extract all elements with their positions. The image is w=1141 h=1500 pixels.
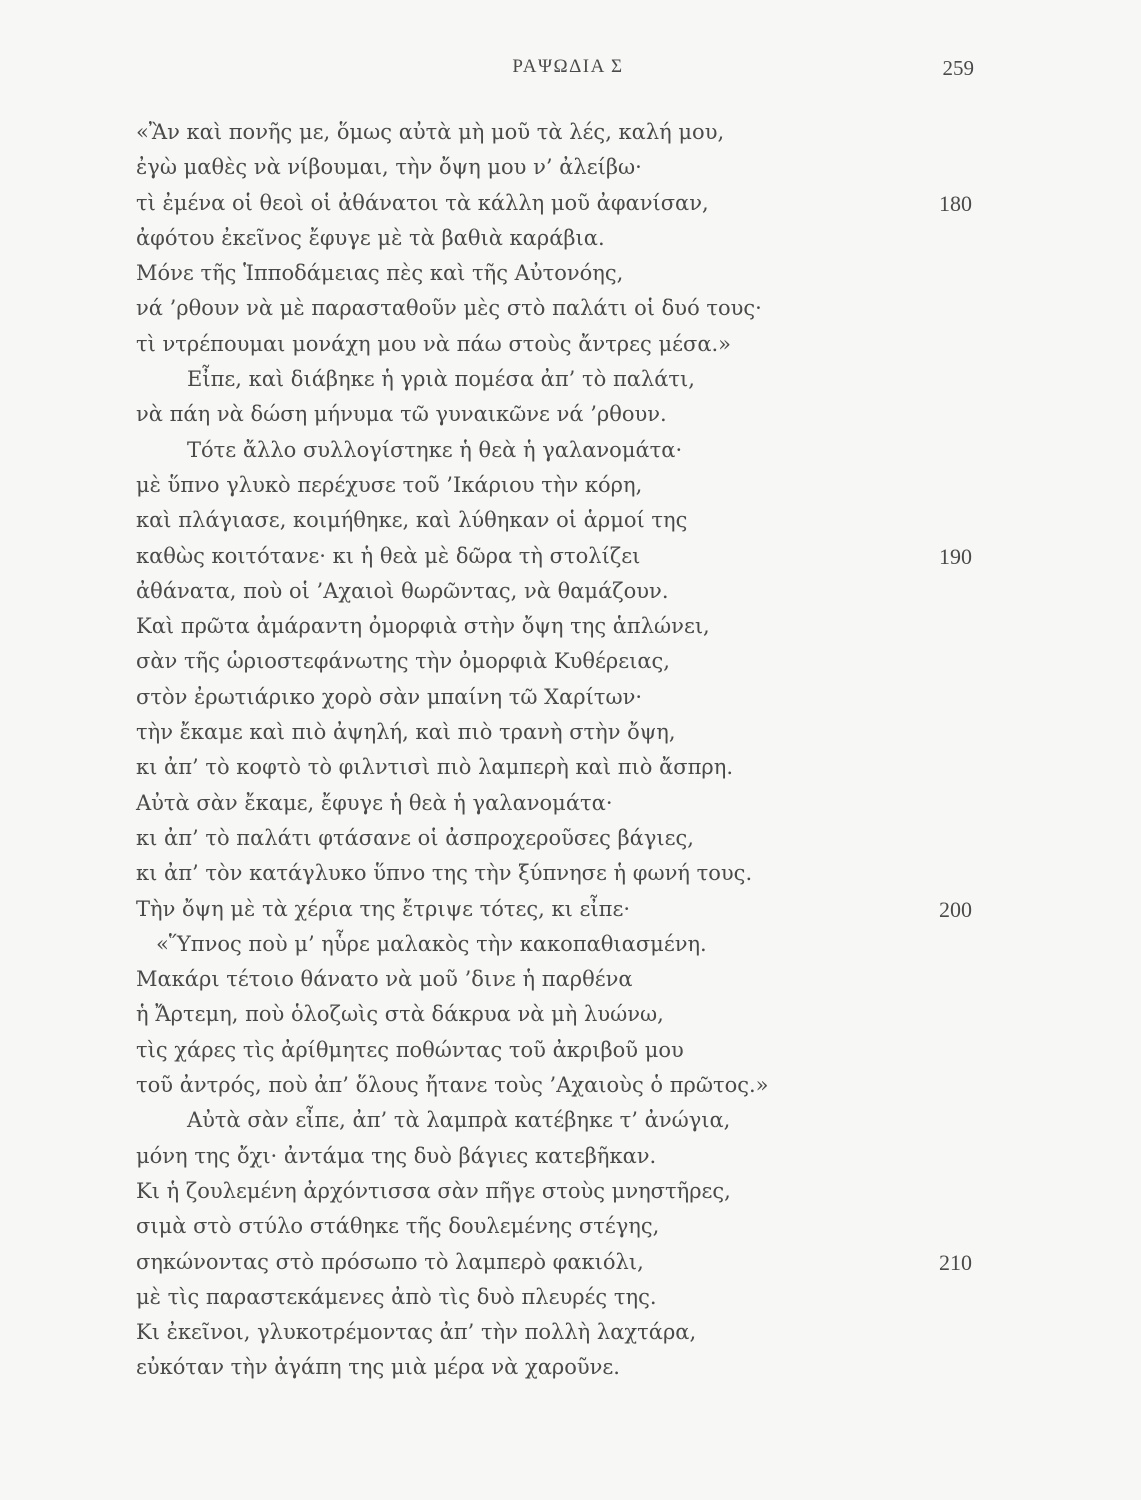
line-number: 180 [939,190,972,216]
verse-line [0,362,1141,397]
verse-text: μὲ τὶς παραστεκάμενες ἀπὸ τὶς δυὸ πλευρές της. [136,1284,657,1309]
verse-text: Αὐτὰ σὰν εἶπε, ἀπ’ τὰ λαμπρὰ κατέβηκε τ’ ἀνώγια, [187,1108,731,1133]
verse-line [0,1245,1141,1280]
verse-line [0,503,1141,538]
verse-text: κι ἀπ’ τὸν κατάγλυκο ὕπνο της τὴν ξύπνησε ἡ φωνή τους. [136,861,753,886]
verse-line [0,327,1141,362]
verse-text: καθὼς κοιτότανε· κι ἡ θεὰ μὲ δῶρα τὴ στολίζει [136,543,641,568]
verse-line [0,468,1141,503]
verse-text: μὲ ὕπνο γλυκὸ περέχυσε τοῦ ’Ικάριου τὴν κόρη, [136,472,643,497]
verse-line [0,186,1141,221]
verse-text: τὴν ἔκαμε καὶ πιὸ ἀψηλή, καὶ πιὸ τρανὴ στὴν ὄψη, [136,720,676,745]
verse-line [0,927,1141,962]
verse-line [0,1209,1141,1244]
verse-line [0,1280,1141,1315]
verse-text: ἡ Ἄρτεμη, ποὺ ὁλοζωὶς στὰ δάκρυα νὰ μὴ λυώνω, [136,1002,664,1027]
verse-text: ἀφότου ἐκεῖνος ἔφυγε μὲ τὰ βαθιὰ καράβια. [136,225,605,250]
verse-text: Καὶ πρῶτα ἀμάραντη ὀμορφιὰ στὴν ὄψη της ἁπλώνει, [136,614,710,639]
verse-line [0,1139,1141,1174]
verse-text: Μακάρι τέτοιο θάνατο νὰ μοῦ ’δινε ἡ παρθένα [136,967,633,992]
verse-text: «Ὕπνος ποὺ μ’ ηὗρε μαλακὸς τὴν κακοπαθιασμένη. [156,931,707,956]
verse-text: Κι ἡ ζουλεμένη ἀρχόντισσα σὰν πῆγε στοὺς μνηστῆρες, [136,1178,731,1203]
verse-line [0,1103,1141,1138]
verse-line [0,892,1141,927]
verse-text: στὸν ἐρωτιάρικο χορὸ σὰν μπαίνη τῶ Χαρίτων· [136,684,643,709]
verse-text: ἀθάνατα, ποὺ οἱ ’Αχαιοὶ θωρῶντας, νὰ θαμάζουν. [136,578,669,603]
verse-line [0,680,1141,715]
verse-line [0,856,1141,891]
verse-line [0,1350,1141,1385]
verse-text: καὶ πλάγιασε, κοιμήθηκε, καὶ λύθηκαν οἱ ἁρμοί της [136,508,688,533]
verse-text: μόνη της ὄχι· ἀντάμα της δυὸ βάγιες κατεβῆκαν. [136,1143,657,1168]
verse-line [0,644,1141,679]
verse-line [0,150,1141,185]
verse-line [0,397,1141,432]
verse-line [0,821,1141,856]
verse-text: Κι ἐκεῖνοι, γλυκοτρέμοντας ἀπ’ τὴν πολλὴ λαχτάρα, [136,1320,697,1345]
verse-line [0,433,1141,468]
verse-text: σιμὰ στὸ στύλο στάθηκε τῆς δουλεμένης στέγης, [136,1214,660,1239]
verse-text: τὶ ἐμένα οἱ θεοὶ οἱ ἀθάνατοι τὰ κάλλη μοῦ ἀφανίσαν, [136,190,709,215]
verse-block [0,115,1141,1386]
verse-text: σὰν τῆς ὡριοστεφάνωτης τὴν ὀμορφιὰ Κυθέρειας, [136,649,670,674]
verse-line [0,1033,1141,1068]
verse-line [0,997,1141,1032]
line-number: 210 [939,1249,972,1275]
verse-line [0,786,1141,821]
verse-text: νά ’ρθουν νὰ μὲ παρασταθοῦν μὲς στὸ παλάτι οἱ δυό τους· [136,296,762,321]
verse-text: εὐκόταν τὴν ἀγάπη της μιὰ μέρα νὰ χαροῦνε. [136,1355,620,1380]
verse-text: Τὴν ὄψη μὲ τὰ χέρια της ἔτριψε τότες, κι εἶπε· [136,896,631,921]
verse-line [0,962,1141,997]
verse-text: νὰ πάη νὰ δώση μήνυμα τῶ γυναικῶνε νά ’ρθουν. [136,402,667,427]
verse-line [0,1174,1141,1209]
line-number: 200 [939,896,972,922]
running-title: ΡΑΨΩΔΙΑ Σ [512,56,624,77]
verse-line [0,1068,1141,1103]
verse-line [0,115,1141,150]
verse-line [0,609,1141,644]
verse-line [0,291,1141,326]
verse-line [0,221,1141,256]
verse-text: Εἶπε, καὶ διάβηκε ἡ γριὰ πομέσα ἀπ’ τὸ παλάτι, [187,367,695,392]
verse-text: κι ἀπ’ τὸ κοφτὸ τὸ φιλντισὶ πιὸ λαμπερὴ καὶ πιὸ ἄσπρη. [136,755,734,780]
verse-line [0,715,1141,750]
verse-text: τοῦ ἀντρός, ποὺ ἀπ’ ὅλους ἤτανε τοὺς ’Αχαιοὺς ὁ πρῶτος.» [136,1073,769,1098]
verse-text: Μόνε τῆς Ἱπποδάμειας πὲς καὶ τῆς Αὐτονόης, [136,261,624,286]
verse-line [0,539,1141,574]
verse-text: Αὐτὰ σὰν ἔκαμε, ἔφυγε ἡ θεὰ ἡ γαλανομάτα· [136,790,613,815]
verse-line [0,750,1141,785]
verse-text: τὶς χάρες τὶς ἀρίθμητες ποθώντας τοῦ ἀκριβοῦ μου [136,1037,684,1062]
line-number: 190 [939,543,972,569]
page-number: 259 [942,56,974,80]
verse-text: σηκώνοντας στὸ πρόσωπο τὸ λαμπερὸ φακιόλι, [136,1249,644,1274]
verse-text: ἐγὼ μαθὲς νὰ νίβουμαι, τὴν ὄψη μου ν’ ἀλείβω· [136,155,642,180]
verse-text: «Ἂν καὶ πονῆς με, ὅμως αὐτὰ μὴ μοῦ τὰ λές, καλή μου, [136,120,725,144]
verse-text: κι ἀπ’ τὸ παλάτι φτάσανε οἱ ἀσπροχεροῦσες βάγιες, [136,825,694,850]
verse-line [0,256,1141,291]
verse-text: τὶ ντρέπουμαι μονάχη μου νὰ πάω στοὺς ἄντρες μέσα.» [136,331,732,356]
page-header [0,56,1141,88]
verse-line [0,1315,1141,1350]
verse-text: Τότε ἄλλο συλλογίστηκε ἡ θεὰ ἡ γαλανομάτα· [187,437,683,462]
verse-line [0,574,1141,609]
